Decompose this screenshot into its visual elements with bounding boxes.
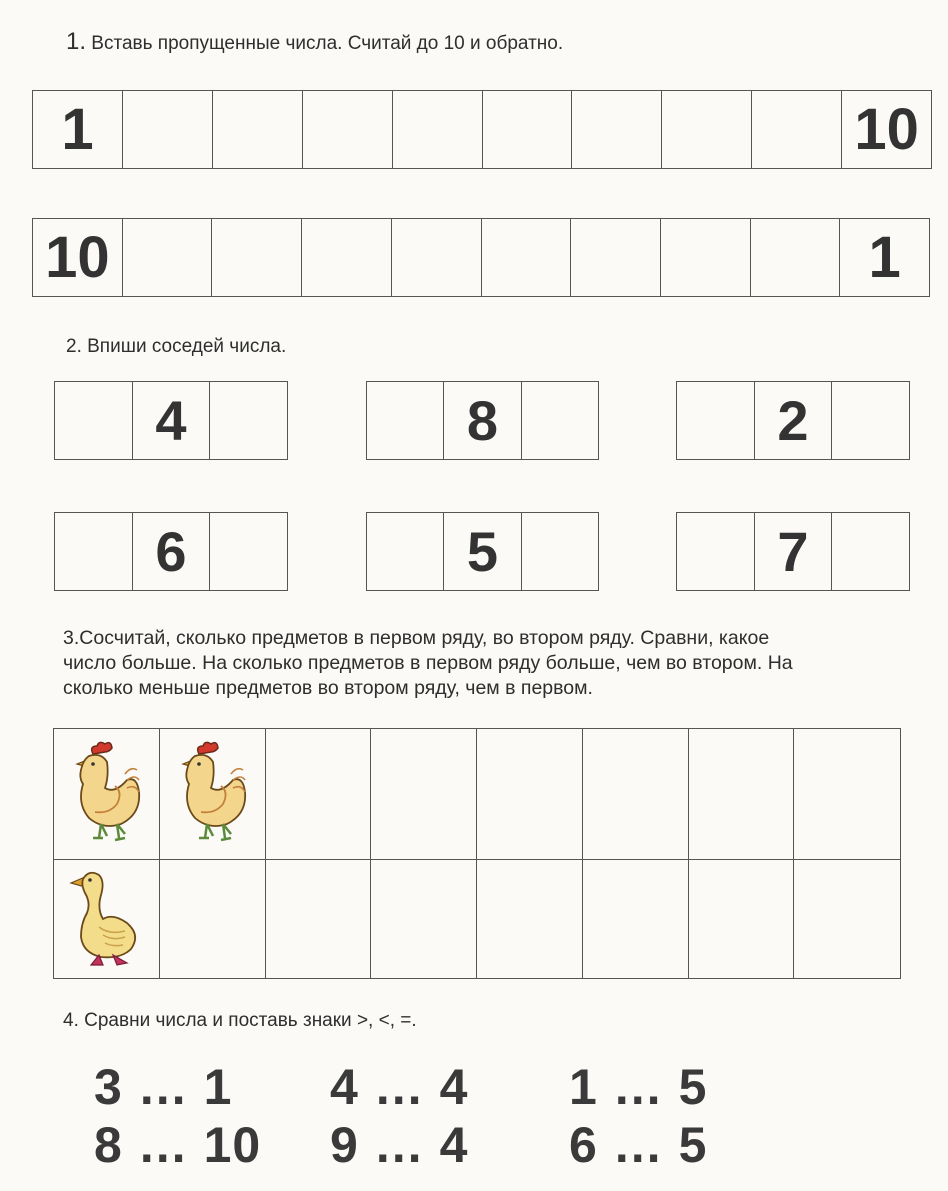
grid-cell — [54, 860, 160, 978]
hen-icon — [67, 738, 145, 850]
grid-cell[interactable] — [266, 729, 372, 860]
neighbor-center-number: 2 — [755, 382, 833, 459]
backward-cell[interactable] — [751, 219, 841, 296]
comparison-pair[interactable]: 8 … 10 — [94, 1117, 262, 1173]
neighbors-box — [54, 381, 288, 460]
neighbor-left-cell[interactable] — [677, 513, 755, 590]
neighbor-center-number: 5 — [444, 513, 521, 590]
forward-cell[interactable] — [213, 91, 303, 168]
forward-cell[interactable] — [483, 91, 573, 168]
task2-instruction: 2. Впиши соседей числа. — [66, 336, 287, 357]
neighbor-left-cell[interactable] — [677, 382, 755, 459]
forward-cell[interactable] — [303, 91, 393, 168]
grid-cell[interactable] — [583, 860, 689, 978]
grid-cell[interactable] — [160, 860, 266, 978]
neighbor-right-cell[interactable] — [522, 382, 598, 459]
comparison-pair[interactable]: 9 … 4 — [330, 1117, 469, 1173]
neighbor-right-cell[interactable] — [832, 513, 909, 590]
neighbor-left-cell[interactable] — [367, 382, 444, 459]
neighbor-center-number: 4 — [133, 382, 211, 459]
task3-line: 3.Сосчитай, сколько предметов в первом ряду, во втором ряду. Сравни, какое — [63, 627, 770, 649]
neighbor-center-number: 7 — [755, 513, 833, 590]
neighbors-box — [366, 512, 599, 591]
grid-cell[interactable] — [477, 729, 583, 860]
forward-cell[interactable] — [752, 91, 842, 168]
task1-title — [66, 28, 563, 56]
forward-cell[interactable] — [662, 91, 752, 168]
comparison-pair[interactable]: 6 … 5 — [569, 1117, 708, 1173]
neighbor-center-number: 8 — [444, 382, 521, 459]
grid-cell[interactable] — [266, 860, 372, 978]
neighbors-box — [676, 381, 910, 460]
count-backward-row — [32, 218, 930, 297]
neighbor-left-cell[interactable] — [55, 382, 133, 459]
backward-cell[interactable] — [571, 219, 661, 296]
grid-cell — [54, 729, 160, 860]
forward-cell[interactable]: 1 — [33, 91, 123, 168]
neighbors-box — [366, 381, 599, 460]
backward-cell[interactable] — [661, 219, 751, 296]
comparison-pair[interactable]: 4 … 4 — [330, 1059, 469, 1115]
backward-cell[interactable] — [482, 219, 572, 296]
neighbors-box — [676, 512, 910, 591]
grid-cell — [160, 729, 266, 860]
forward-cell[interactable] — [393, 91, 483, 168]
neighbor-right-cell[interactable] — [832, 382, 909, 459]
task4-instruction: 4. Сравни числа и поставь знаки >, <, =. — [63, 1010, 417, 1031]
backward-cell[interactable] — [123, 219, 213, 296]
neighbor-left-cell[interactable] — [55, 513, 133, 590]
grid-cell[interactable] — [371, 860, 477, 978]
task1-instruction: Вставь пропущенные числа. Считай до 10 и обратно. — [91, 33, 564, 54]
backward-cell[interactable] — [392, 219, 482, 296]
count-forward-row — [32, 90, 932, 169]
grid-cell[interactable] — [371, 729, 477, 860]
neighbor-right-cell[interactable] — [522, 513, 598, 590]
goose-icon — [69, 865, 143, 973]
comparison-pair[interactable]: 1 … 5 — [569, 1059, 708, 1115]
neighbor-center-number: 6 — [133, 513, 211, 590]
grid-cell[interactable] — [583, 729, 689, 860]
grid-cell[interactable] — [689, 860, 795, 978]
comparison-pair[interactable]: 3 … 1 — [94, 1059, 233, 1115]
grid-cell[interactable] — [477, 860, 583, 978]
task3-line: число больше. На сколько предметов в первом ряду больше, чем во втором. На — [63, 652, 793, 674]
hen-icon — [173, 738, 251, 850]
neighbor-left-cell[interactable] — [367, 513, 444, 590]
backward-cell[interactable]: 10 — [33, 219, 123, 296]
neighbor-right-cell[interactable] — [210, 382, 287, 459]
forward-cell[interactable] — [123, 91, 213, 168]
grid-cell[interactable] — [794, 729, 900, 860]
counting-grid — [53, 728, 901, 979]
forward-cell[interactable] — [572, 91, 662, 168]
backward-cell[interactable] — [212, 219, 302, 296]
forward-cell[interactable]: 10 — [854, 96, 919, 162]
task3-line: сколько меньше предметов во втором ряду, чем в первом. — [63, 677, 593, 699]
grid-cell[interactable] — [689, 729, 795, 860]
task3-instruction — [63, 626, 943, 701]
backward-cell[interactable] — [302, 219, 392, 296]
neighbors-box — [54, 512, 288, 591]
neighbor-right-cell[interactable] — [210, 513, 287, 590]
backward-cell[interactable]: 1 — [868, 224, 901, 290]
task1-number: 1. — [66, 28, 87, 55]
grid-cell[interactable] — [794, 860, 900, 978]
